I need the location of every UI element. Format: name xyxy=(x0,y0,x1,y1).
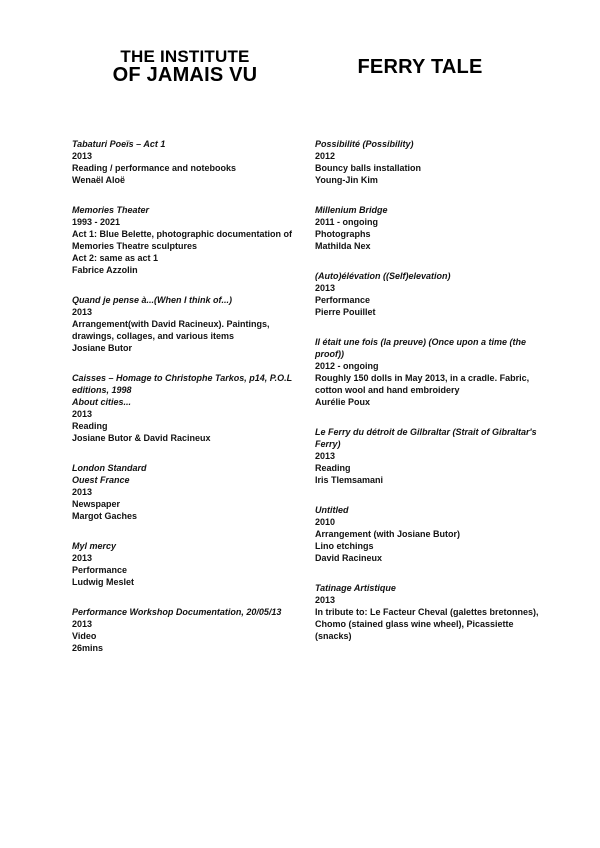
entry-year: 2013 xyxy=(72,151,93,161)
entry-tatinage-artistique xyxy=(315,582,545,642)
entry-year: 2010 xyxy=(315,517,336,527)
entry-year: 1993 - 2021 xyxy=(72,217,121,227)
entry-quand-je-pense xyxy=(72,294,312,354)
entry-medium: Reading xyxy=(72,421,108,431)
entry-title: Memories Theater xyxy=(72,205,150,215)
entry-year: 2013 xyxy=(315,595,336,605)
entry-artist: Wenaël Aloë xyxy=(72,175,126,185)
entry-year: 2013 xyxy=(72,487,93,497)
entry-year: 2013 xyxy=(72,553,93,563)
left-column xyxy=(72,138,312,672)
entry-artist: Pierre Pouillet xyxy=(315,307,376,317)
entry-caisses-about-cities xyxy=(72,372,312,444)
entry-medium: Arrangement(with David Racineux). Paintings, drawings, collages, and various items xyxy=(72,319,270,341)
entry-description: Roughly 150 dolls in May 2013, in a cradle. Fabric, cotton wool and hand embroidery xyxy=(315,373,530,395)
entry-title: Tatinage Artistique xyxy=(315,583,396,593)
entry-artist: Josiane Butor & David Racineux xyxy=(72,433,211,443)
entry-title: (Auto)élévation ((Self)elevation) xyxy=(315,271,451,281)
entry-memories-theater xyxy=(72,204,312,276)
entry-london-standard xyxy=(72,462,312,522)
entry-title: Millenium Bridge xyxy=(315,205,388,215)
entry-artist: Iris Tlemsamani xyxy=(315,475,384,485)
entry-artist: Margot Gaches xyxy=(72,511,138,521)
entry-tabaturi-poeis xyxy=(72,138,312,186)
entry-artist: Young-Jin Kim xyxy=(315,175,378,185)
entry-medium: Newspaper xyxy=(72,499,121,509)
entry-medium: Reading / performance and notebooks xyxy=(72,163,237,173)
entry-il-etait-une-fois xyxy=(315,336,545,408)
entry-artist: David Racineux xyxy=(315,553,383,563)
entry-title: Possibilité (Possibility) xyxy=(315,139,414,149)
entry-artist: Fabrice Azzolin xyxy=(72,265,138,275)
entry-title: Il était une fois (la preuve) (Once upon a time (the proof)) xyxy=(315,337,527,359)
entry-year: 2013 xyxy=(72,619,93,629)
entry-title: London Standard xyxy=(72,463,147,473)
entry-myl-mercy xyxy=(72,540,312,588)
entry-description: Act 1: Blue Belette, photographic documentation of Memories Theatre sculptures xyxy=(72,229,293,251)
entry-title: Le Ferry du détroit de Gilbraltar (Strait of Gibraltar's Ferry) xyxy=(315,427,537,449)
institute-heading-line1: THE INSTITUTE xyxy=(120,47,250,66)
entry-description: Act 2: same as act 1 xyxy=(72,253,159,263)
entry-year: 2012 - ongoing xyxy=(315,361,379,371)
entry-millenium-bridge xyxy=(315,204,545,252)
entry-medium: Lino etchings xyxy=(315,541,374,551)
entry-artist: Aurélie Poux xyxy=(315,397,371,407)
entry-medium: Photographs xyxy=(315,229,371,239)
right-column xyxy=(315,138,545,660)
entry-year: 2012 xyxy=(315,151,336,161)
entry-year: 2013 xyxy=(315,451,336,461)
entry-artist: Josiane Butor xyxy=(72,343,133,353)
entry-year: 2013 xyxy=(315,283,336,293)
entry-artist: Ludwig Meslet xyxy=(72,577,135,587)
institute-heading xyxy=(95,48,275,84)
entry-year: 2011 - ongoing xyxy=(315,217,379,227)
entry-ferry-gibraltar xyxy=(315,426,545,486)
entry-medium: Arrangement (with Josiane Butor) xyxy=(315,529,461,539)
entry-medium: Performance xyxy=(72,565,128,575)
institute-heading-line2: OF JAMAIS VU xyxy=(112,64,258,86)
entry-medium: Performance xyxy=(315,295,371,305)
entry-title: Performance Workshop Documentation, 20/05/13 xyxy=(72,607,282,617)
entry-title: Ouest France xyxy=(72,475,130,485)
entry-title: Quand je pense à...(When I think of...) xyxy=(72,295,233,305)
entry-year: 2013 xyxy=(72,307,93,317)
entry-description: In tribute to: Le Facteur Cheval (galettes bretonnes), Chomo (stained glass wine wheel), Picassiette (snacks) xyxy=(315,607,539,641)
ferry-tale-heading: FERRY TALE xyxy=(357,56,483,78)
entry-title: Tabaturi Poeïs – Act 1 xyxy=(72,139,166,149)
entry-artist: Mathilda Nex xyxy=(315,241,371,251)
entry-possibilite xyxy=(315,138,545,186)
entry-autoelevation xyxy=(315,270,545,318)
entry-title: Caisses – Homage to Christophe Tarkos, p14, P.O.L editions, 1998 xyxy=(72,373,292,395)
entry-performance-workshop xyxy=(72,606,312,654)
entry-title: Untitled xyxy=(315,505,349,515)
entry-medium: Video xyxy=(72,631,97,641)
entry-medium: Bouncy balls installation xyxy=(315,163,422,173)
entry-title: About cities... xyxy=(72,397,132,407)
entry-duration: 26mins xyxy=(72,643,104,653)
entry-title: Myl mercy xyxy=(72,541,117,551)
entry-year: 2013 xyxy=(72,409,93,419)
entry-medium: Reading xyxy=(315,463,351,473)
entry-untitled xyxy=(315,504,545,564)
